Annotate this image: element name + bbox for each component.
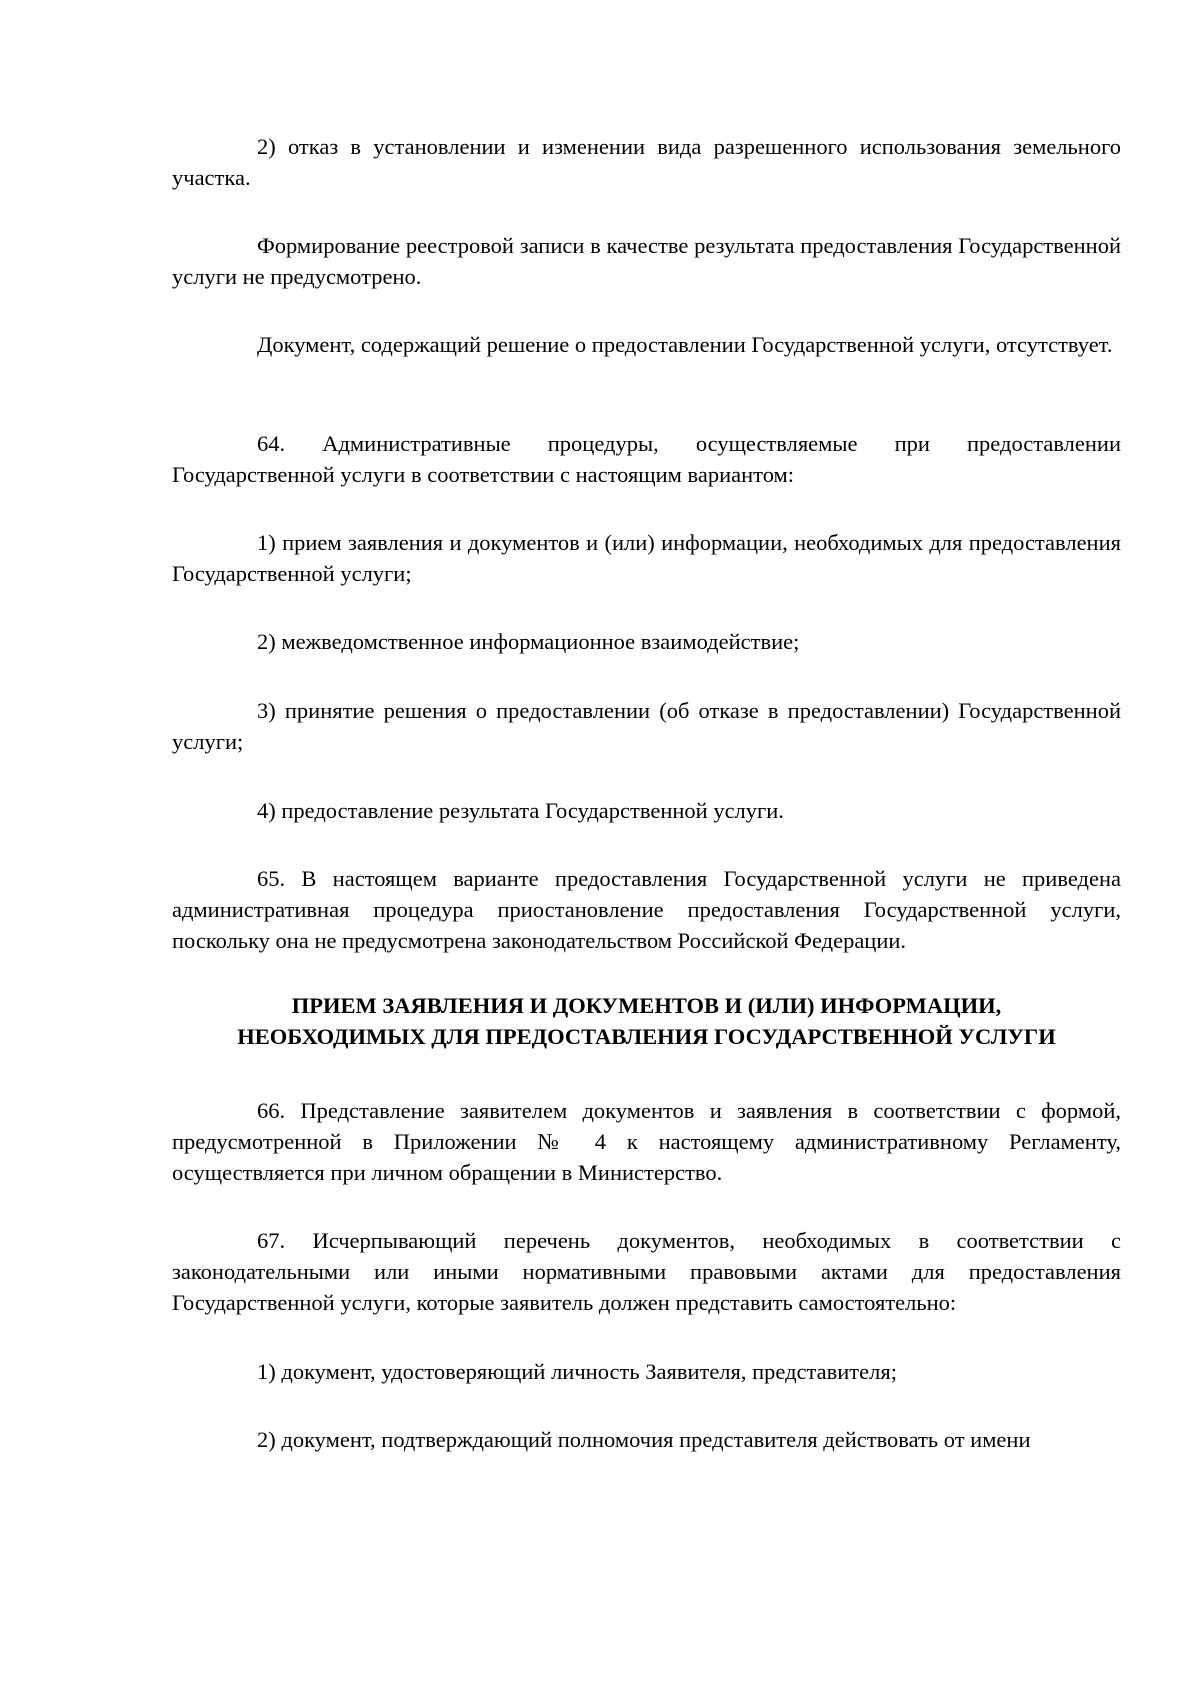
list-item-document-1: 1) документ, удостоверяющий личность Заявителя, представителя;	[257, 1359, 897, 1384]
paragraph-decision-document: Документ, содержащий решение о предоставлении Государственной услуги, отсутствует.	[257, 332, 1113, 357]
paragraph-65: 65. В настоящем варианте предоставления Государственной услуги не приведена административная процедура приостановление предоставления Государственной услуги, поскольку она не предусмотрена законодательством Российской Федерации.	[172, 866, 1121, 953]
paragraph-refusal-item: 2) отказ в установлении и изменении вида разрешенного использования земельного участка.	[172, 134, 1121, 190]
list-item-procedure-4: 4) предоставление результата Государственной услуги.	[257, 798, 784, 823]
paragraph-64: 64. Административные процедуры, осуществляемые при предоставлении Государственной услуги в соответствии с настоящим вариантом:	[172, 431, 1121, 487]
list-item-procedure-3: 3) принятие решения о предоставлении (об отказе в предоставлении) Государственной услуги;	[172, 698, 1121, 754]
paragraph-66: 66. Представление заявителем документов и заявления в соответствии с формой, предусмотренной в Приложении № 4 к настоящему административному Регламенту, осуществляется при личном обращении в Министерство.	[172, 1098, 1121, 1185]
list-item-document-2: 2) документ, подтверждающий полномочия представителя действовать от имени	[257, 1427, 1031, 1452]
list-item-procedure-1: 1) прием заявления и документов и (или) информации, необходимых для предоставления Государственной услуги;	[172, 530, 1121, 586]
paragraph-registry-record: Формирование реестровой записи в качестве результата предоставления Государственной услуги не предусмотрено.	[172, 233, 1121, 289]
section-heading-line-1: ПРИЕМ ЗАЯВЛЕНИЯ И ДОКУМЕНТОВ И (ИЛИ) ИНФОРМАЦИИ,	[291, 993, 1002, 1018]
section-heading-line-2: НЕОБХОДИМЫХ ДЛЯ ПРЕДОСТАВЛЕНИЯ ГОСУДАРСТВЕННОЙ УСЛУГИ	[237, 1024, 1056, 1049]
section-heading	[172, 990, 1121, 1052]
list-item-procedure-2: 2) межведомственное информационное взаимодействие;	[257, 629, 800, 654]
paragraph-67: 67. Исчерпывающий перечень документов, необходимых в соответствии с законодательными или иными нормативными правовыми актами для предоставления Государственной услуги, которые заявитель должен представить самостоятельно:	[172, 1228, 1121, 1315]
